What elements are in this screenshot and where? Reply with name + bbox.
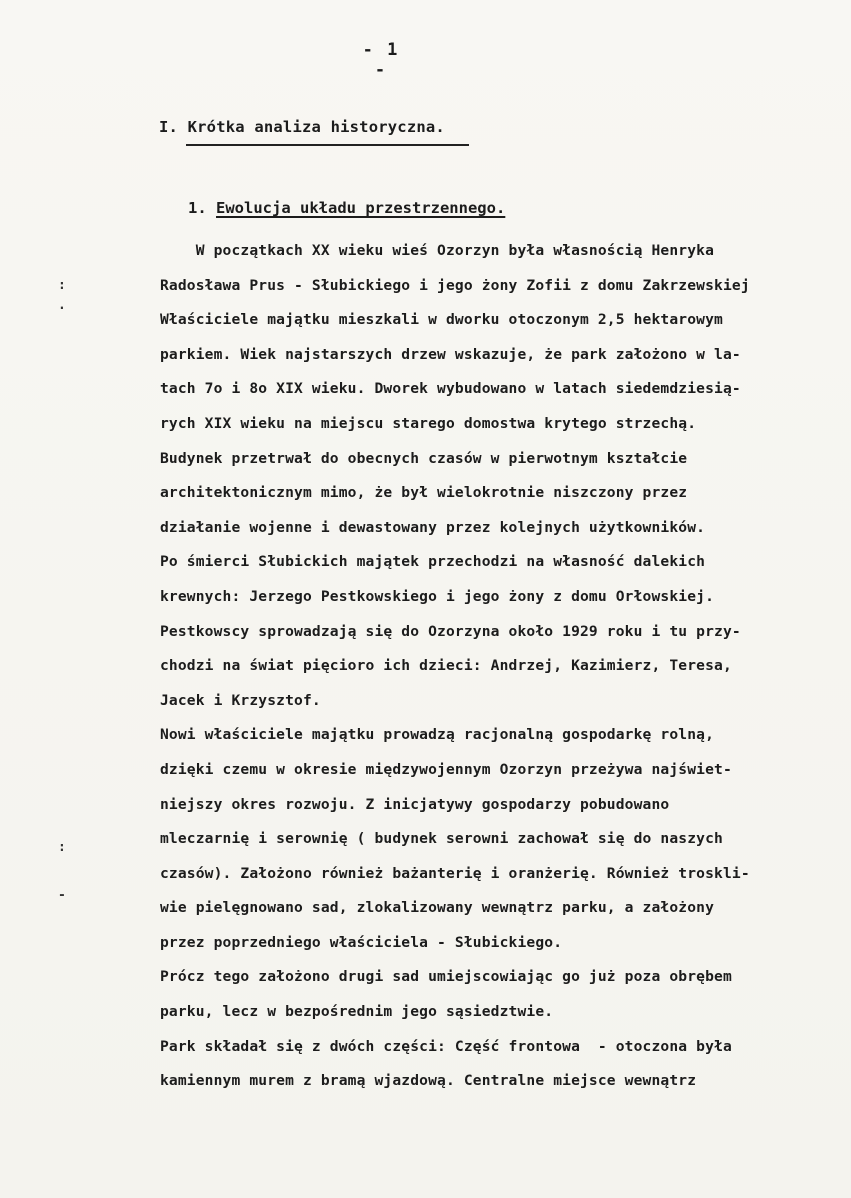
subsection-title: Ewolucja układu przestrzennego. [216, 199, 506, 217]
text-line: Nowi właściciele majątku prowadzą racjonalną gospodarkę rolną, [160, 726, 715, 744]
text-line: przez poprzedniego właściciela - Słubickiego. [160, 933, 563, 951]
text-line: dzięki czemu w okresie międzywojennym Ozorzyn przeżywa najświet- [160, 760, 732, 778]
subsection-number: 1. [188, 199, 207, 217]
text-line: architektonicznym mimo, że był wielokrotnie niszczony przez [160, 484, 688, 502]
text-line: Właściciele majątku mieszkali w dworku otoczonym 2,5 hektarowym [160, 311, 723, 329]
text-line: krewnych: Jerzego Pestkowskiego i jego żony z domu Orłowskiej. [160, 587, 715, 605]
subsection-heading [188, 199, 505, 217]
text-line: Radosława Prus - Słubickiego i jego żony Zofii z domu Zakrzewskiej [160, 276, 750, 294]
text-line: Po śmierci Słubickich majątek przechodzi na własność dalekich [160, 553, 706, 571]
text-line: parkiem. Wiek najstarszych drzew wskazuje, że park założono w la- [160, 345, 741, 363]
text-line: tach 7o i 8o XIX wieku. Dworek wybudowano w latach siedemdziesią- [160, 380, 741, 398]
margin-mark: : [58, 840, 66, 855]
text-line: wie pielęgnowano sad, zlokalizowany wewnątrz parku, a założony [160, 899, 715, 917]
text-line: chodzi na świat pięcioro ich dzieci: Andrzej, Kazimierz, Teresa, [160, 657, 732, 675]
text-line: Pestkowscy sprowadzają się do Ozorzyna około 1929 roku i tu przy- [160, 622, 741, 640]
margin-mark: . [58, 298, 66, 313]
margin-mark: - [58, 888, 66, 903]
section-title: I. Krótka analiza historyczna. [159, 118, 445, 136]
text-line: działanie wojenne i dewastowany przez kolejnych użytkowników. [160, 518, 706, 536]
margin-mark: : [58, 278, 66, 293]
text-line: Budynek przetrwał do obecnych czasów w pierwotnym kształcie [160, 449, 688, 467]
text-line: Prócz tego założono drugi sad umiejscowiając go już poza obrębem [160, 968, 732, 986]
text-line: mleczarnię i serownię ( budynek serowni zachował się do naszych [160, 830, 723, 848]
text-line: kamiennym murem z bramą wjazdową. Centralne miejsce wewnątrz [160, 1072, 697, 1090]
text-line: rych XIX wieku na miejscu starego domostwa krytego strzechą. [160, 414, 697, 432]
text-line: parku, lecz w bezpośrednim jego sąsiedztwie. [160, 1003, 554, 1021]
body-text [160, 234, 840, 1099]
text-line: niejszy okres rozwoju. Z inicjatywy gospodarzy pobudowano [160, 795, 670, 813]
section-title-underline [186, 144, 469, 146]
text-line: Jacek i Krzysztof. [160, 691, 321, 709]
page-number: - 1 - [362, 40, 400, 80]
text-line: W początkach XX wieku wieś Ozorzyn była własnością Henryka [160, 242, 715, 259]
text-line: Park składał się z dwóch części: Część frontowa - otoczona była [160, 1037, 732, 1055]
text-line: czasów). Założono również bażanterię i oranżerię. Również troskli- [160, 864, 750, 882]
